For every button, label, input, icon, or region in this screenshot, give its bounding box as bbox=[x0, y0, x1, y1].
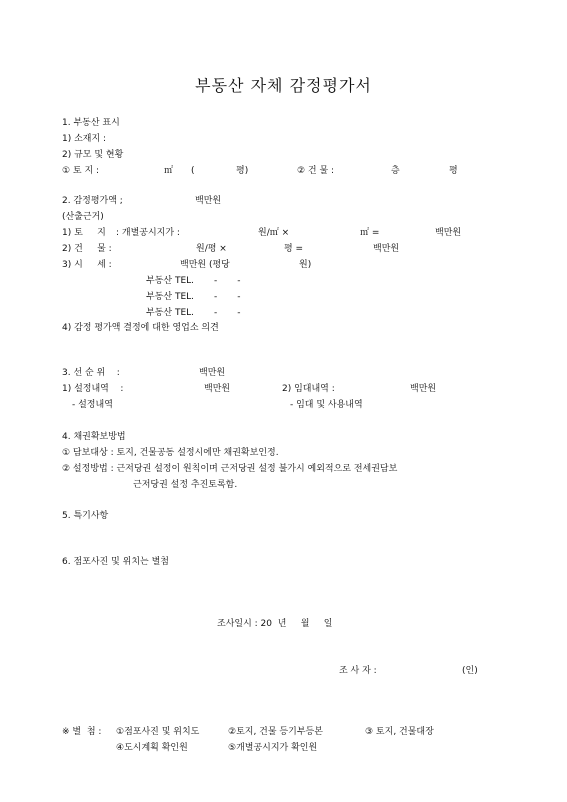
land-area-equals: ㎡ = bbox=[360, 228, 380, 238]
branch-opinion-label: 4) 감정 평가액 결정에 대한 영업소 의견 bbox=[62, 323, 219, 333]
mortgage-details-label: - 설정내역 bbox=[72, 400, 113, 410]
attachment-item-3: ③ 토지, 건물대장 bbox=[365, 727, 434, 737]
building-floor-unit: 층 bbox=[391, 166, 400, 176]
setup-method-line: ② 설정방법 : 근저당권 설정이 원칙이며 근저당권 설정 불가시 예외적으로 전세권담보 bbox=[62, 464, 398, 474]
land-label: ① 토 지 : bbox=[62, 166, 100, 176]
mortgage-unit: 백만원 bbox=[204, 384, 231, 394]
seal-mark: (인) bbox=[462, 666, 478, 676]
building-price-unit: 원/평 × bbox=[196, 244, 227, 254]
section-1-heading: 1. 부동산 표시 bbox=[62, 118, 120, 128]
section-5-heading: 5. 특기사항 bbox=[62, 511, 109, 521]
market-price-text: 백만원 (평당 bbox=[180, 260, 230, 270]
attachment-label: ※ 별 첨 : bbox=[62, 727, 102, 737]
section-6-heading: 6. 점포사진 및 위치는 별첨 bbox=[62, 557, 169, 567]
lease-unit: 백만원 bbox=[410, 384, 437, 394]
land-pyeong-unit: 평) bbox=[236, 166, 249, 176]
survey-date: 조사일시 : 20 년 월 일 bbox=[217, 619, 333, 629]
land-m2-unit: ㎡ bbox=[164, 166, 174, 176]
market-price-close: 원) bbox=[299, 260, 312, 270]
appraisal-unit: 백만원 bbox=[195, 196, 222, 206]
setup-method-line-2: 근저당권 설정 추진토록함. bbox=[133, 480, 238, 490]
mortgage-label: 1) 설정내역 : bbox=[62, 384, 124, 394]
attachment-item-1: ①점포사진 및 위치도 bbox=[116, 727, 200, 737]
land-calc-label: 1) 토 지 bbox=[62, 228, 106, 238]
attachment-item-4: ④도시계획 확인원 bbox=[116, 743, 188, 753]
realtor-tel-1: 부동산 TEL. - - bbox=[146, 276, 241, 286]
building-calc-label: 2) 건 물 : bbox=[62, 244, 112, 254]
building-pyeong-unit: 평 bbox=[449, 166, 458, 176]
lease-details-label: - 임대 및 사용내역 bbox=[290, 400, 363, 410]
land-official-price-label: : 개별공시지가 : bbox=[116, 228, 180, 238]
market-price-label: 3) 시 세 : bbox=[62, 260, 112, 270]
priority-unit: 백만원 bbox=[199, 368, 226, 378]
realtor-tel-2: 부동산 TEL. - - bbox=[146, 292, 241, 302]
section-3-heading: 3. 선 순 위 : bbox=[62, 368, 120, 378]
land-price-unit: 원/㎡ × bbox=[258, 228, 290, 238]
section-2-heading: 2. 감정평가액 ; bbox=[62, 196, 123, 206]
land-result-unit: 백만원 bbox=[435, 228, 462, 238]
scale-status-label: 2) 규모 및 현황 bbox=[62, 150, 124, 160]
attachment-item-2: ②토지, 건물 등기부등본 bbox=[228, 727, 323, 737]
building-area-equals: 평 = bbox=[284, 244, 304, 254]
lease-label: 2) 임대내역 : bbox=[282, 384, 335, 394]
land-open-paren: ( bbox=[191, 166, 195, 176]
location-label: 1) 소재지 : bbox=[62, 134, 107, 144]
calculation-basis-label: (산출근거) bbox=[62, 212, 104, 222]
collateral-target-line: ① 담보대상 : 토지, 건물공동 설정시에만 채권확보인정. bbox=[62, 448, 279, 458]
document-title: 부동산 자체 감정평가서 bbox=[195, 76, 372, 95]
attachment-item-5: ⑤개별공시지가 확인원 bbox=[228, 743, 318, 753]
section-4-heading: 4. 채권확보방법 bbox=[62, 432, 126, 442]
building-result-unit: 백만원 bbox=[373, 244, 400, 254]
surveyor-label: 조 사 자 : bbox=[339, 666, 377, 676]
realtor-tel-3: 부동산 TEL. - - bbox=[146, 308, 241, 318]
building-label: ② 건 물 : bbox=[297, 166, 335, 176]
